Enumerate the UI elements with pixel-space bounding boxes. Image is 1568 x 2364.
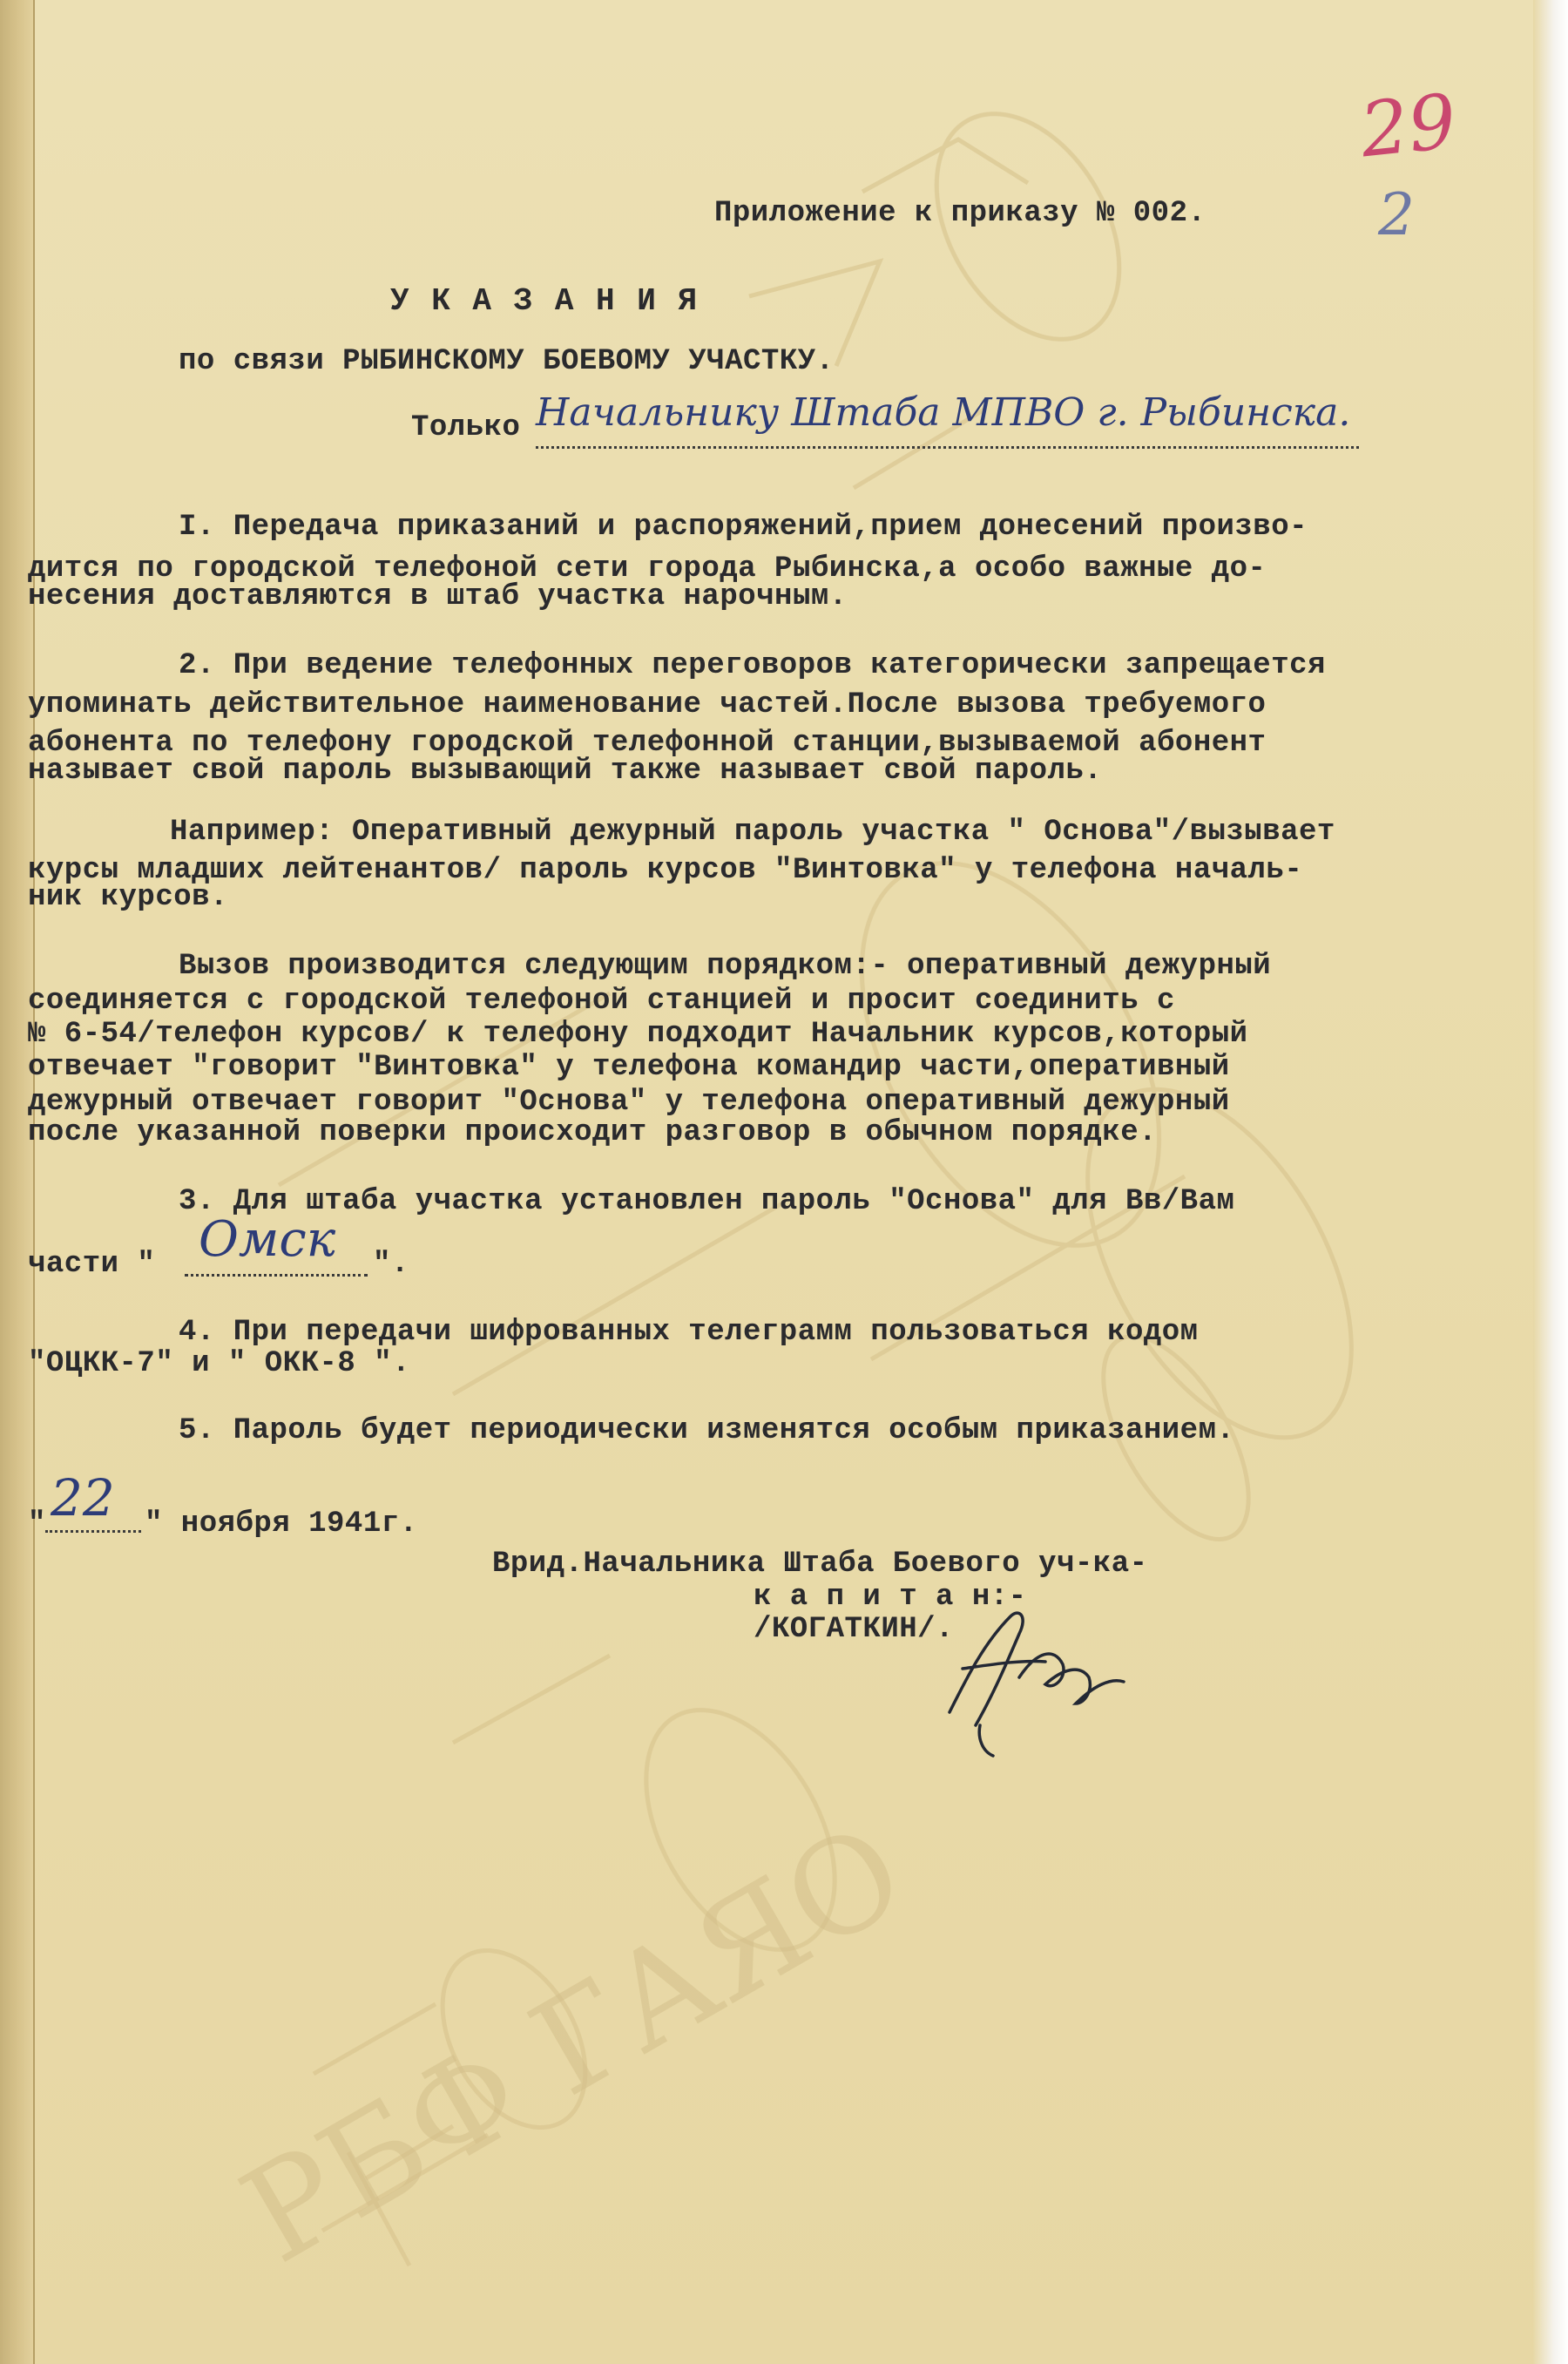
watermark-text: РБФ ГАЯО bbox=[219, 1795, 929, 2293]
signatory-rank: к а п и т а н:- bbox=[754, 1581, 1027, 1614]
text-line-suffix: ". bbox=[373, 1248, 409, 1281]
text-line: Вызов производится следующим порядком:- оперативный дежурный bbox=[179, 950, 1272, 983]
password-handwritten: Омск bbox=[199, 1211, 336, 1268]
document-title: У К А З А Н И Я bbox=[390, 283, 700, 319]
handwritten-signature bbox=[915, 1582, 1159, 1765]
text-line: соединяется с городской телефоной станцией и просит соединить с bbox=[28, 985, 1175, 1018]
signatory-name: /КОГАТКИН/. bbox=[754, 1613, 954, 1646]
date-open-quote: " bbox=[28, 1507, 46, 1541]
text-line: отвечает "говорит "Винтовка" у телефона командир части,оперативный bbox=[28, 1051, 1230, 1084]
text-line: 4. При передачи шифрованных телеграмм пользоваться кодом bbox=[179, 1316, 1199, 1349]
text-line: I. Передача приказаний и распоряжений,прием донесений произво- bbox=[179, 511, 1308, 544]
text-line: ник курсов. bbox=[28, 881, 228, 914]
signatory-position: Врид.Начальника Штаба Боевого уч-ка- bbox=[492, 1548, 1148, 1581]
addressee-handwritten: Начальнику Штаба МПВО г. Рыбинска. bbox=[536, 390, 1351, 435]
text-line: абонента по телефону городской телефонной станции,вызываемой абонент bbox=[28, 727, 1267, 760]
text-line: курсы младших лейтенантов/ пароль курсов "Винтовка" у телефона началь- bbox=[28, 854, 1303, 887]
text-line: 3. Для штаба участка установлен пароль "Основа" для Вв/Вам bbox=[179, 1185, 1235, 1218]
archive-page-number: 29 bbox=[1356, 78, 1461, 175]
appendix-line: Приложение к приказу № 002. bbox=[714, 197, 1206, 230]
paragraph-5: 5. Пароль будет периодически изменятся особым приказанием. bbox=[179, 1414, 1235, 1447]
addressee-dotted-line bbox=[536, 446, 1359, 449]
text-line: несения доставляются в штаб участка нарочным. bbox=[28, 580, 848, 613]
date-dotted-line bbox=[45, 1530, 141, 1533]
document-subtitle: по связи РЫБИНСКОМУ БОЕВОМУ УЧАСТКУ. bbox=[179, 345, 835, 378]
text-line: № 6-54/телефон курсов/ к телефону подходит Начальник курсов,который bbox=[28, 1018, 1248, 1051]
text-line-prefix: части " bbox=[28, 1248, 156, 1281]
text-line: после указанной поверки происходит разговор в обычном порядке. bbox=[28, 1116, 1158, 1149]
date-month-year: " ноября 1941г. bbox=[145, 1507, 418, 1541]
text-line: упоминать действительное наименование частей.После вызова требуемого bbox=[28, 688, 1267, 721]
text-line: 2. При ведение телефонных переговоров категорически запрещается bbox=[179, 649, 1326, 682]
text-line: Например: Оперативный дежурный пароль участка " Основа"/вызывает bbox=[170, 816, 1335, 849]
addressee-label: Только bbox=[411, 411, 521, 444]
password-dotted-line bbox=[185, 1274, 368, 1277]
date-day-handwritten: 22 bbox=[51, 1468, 115, 1527]
text-line: "ОЦКК-7" и " ОКК-8 ". bbox=[28, 1347, 410, 1380]
text-line: дежурный отвечает говорит "Основа" у телефона оперативный дежурный bbox=[28, 1086, 1230, 1119]
text-line: дится по городской телефоной сети города Рыбинска,а особо важные до- bbox=[28, 552, 1267, 586]
archive-page-number-secondary: 2 bbox=[1378, 181, 1415, 248]
text-line: называет свой пароль вызывающий также называет свой пароль. bbox=[28, 755, 1103, 788]
